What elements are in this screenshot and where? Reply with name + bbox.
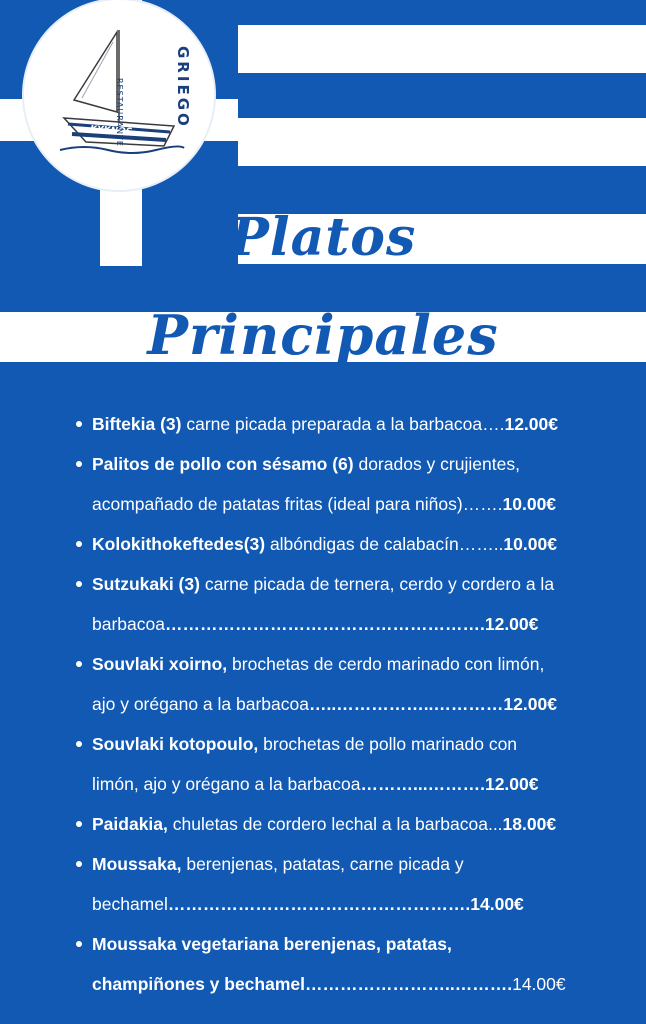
list-item (76, 924, 624, 1004)
dish-dots: ………...………. (360, 774, 485, 794)
dish-description: brochetas de cerdo marinado con limón, (227, 654, 545, 674)
dish-name: Paidakia, (92, 814, 168, 834)
dish-dots: …..……………..………… (308, 694, 504, 714)
dish-name: Souvlaki xoirno, (92, 654, 228, 674)
dish-description: champiñones y bechamel (92, 974, 305, 994)
main-dishes-list (76, 404, 624, 1004)
list-item (76, 564, 624, 644)
dish-description: barbacoa (92, 614, 165, 634)
dish-name: Kolokithokeftedes(3) (92, 534, 266, 554)
page-title-line-1: Platos (229, 207, 417, 268)
list-item (76, 804, 624, 844)
dish-name: Souvlaki kotopoulo, (92, 734, 259, 754)
dish-description: acompañado de patatas fritas (ideal para niños)……. (92, 494, 503, 514)
list-item (76, 444, 624, 524)
dish-description: berenjenas, patatas, carne picada y (181, 854, 464, 874)
dish-name: Biftekia (3) (92, 414, 182, 434)
list-item (76, 524, 624, 564)
dish-description: dorados y crujientes, (353, 454, 520, 474)
dish-name: Moussaka vegetariana berenjenas, patatas, (92, 934, 452, 954)
dish-price: 12.00€ (484, 774, 539, 794)
list-item (76, 644, 624, 724)
dish-price: 14.00€ (512, 974, 566, 994)
dish-price: 10.00€ (502, 494, 557, 514)
list-item (76, 844, 624, 924)
restaurant-logo (24, 0, 214, 190)
dish-price: 14.00€ (470, 894, 524, 914)
dish-name: Sutzukaki (3) (92, 574, 200, 594)
dish-description: carne picada de ternera, cerdo y cordero a la (199, 574, 555, 594)
list-item (76, 724, 624, 804)
dish-description: albóndigas de calabacín…….. (265, 534, 504, 554)
page-title-line-2: Principales (147, 303, 499, 367)
dish-name: Moussaka, (92, 854, 182, 874)
dish-description: carne picada preparada a la barbacoa…. (181, 414, 505, 434)
dish-price: 12.00€ (504, 414, 558, 434)
list-item (76, 404, 624, 444)
dish-description: ajo y orégano a la barbacoa (92, 694, 309, 714)
dish-description: limón, ajo y orégano a la barbacoa (92, 774, 361, 794)
dish-dots: ……………………..………. (305, 974, 513, 994)
dish-price: 12.00€ (484, 614, 539, 634)
dish-description: chuletas de cordero lechal a la barbacoa... (167, 814, 503, 834)
dish-price: 18.00€ (502, 814, 557, 834)
dish-name: Palitos de pollo con sésamo (6) (92, 454, 354, 474)
dish-price: 10.00€ (503, 534, 557, 554)
dish-dots: ………………………………………………. (164, 614, 485, 634)
logo-brand-arc: RESTAURANTE (115, 78, 124, 147)
dish-dots: ……………………………………………. (167, 894, 471, 914)
dish-description: bechamel (92, 894, 168, 914)
dish-description: brochetas de pollo marinado con (258, 734, 518, 754)
logo-brand-name: GRIEGO (174, 46, 192, 129)
logo-boat-name: KYKNOS (89, 124, 133, 138)
greek-flag-header (0, 0, 646, 376)
dish-price: 12.00€ (503, 694, 557, 714)
